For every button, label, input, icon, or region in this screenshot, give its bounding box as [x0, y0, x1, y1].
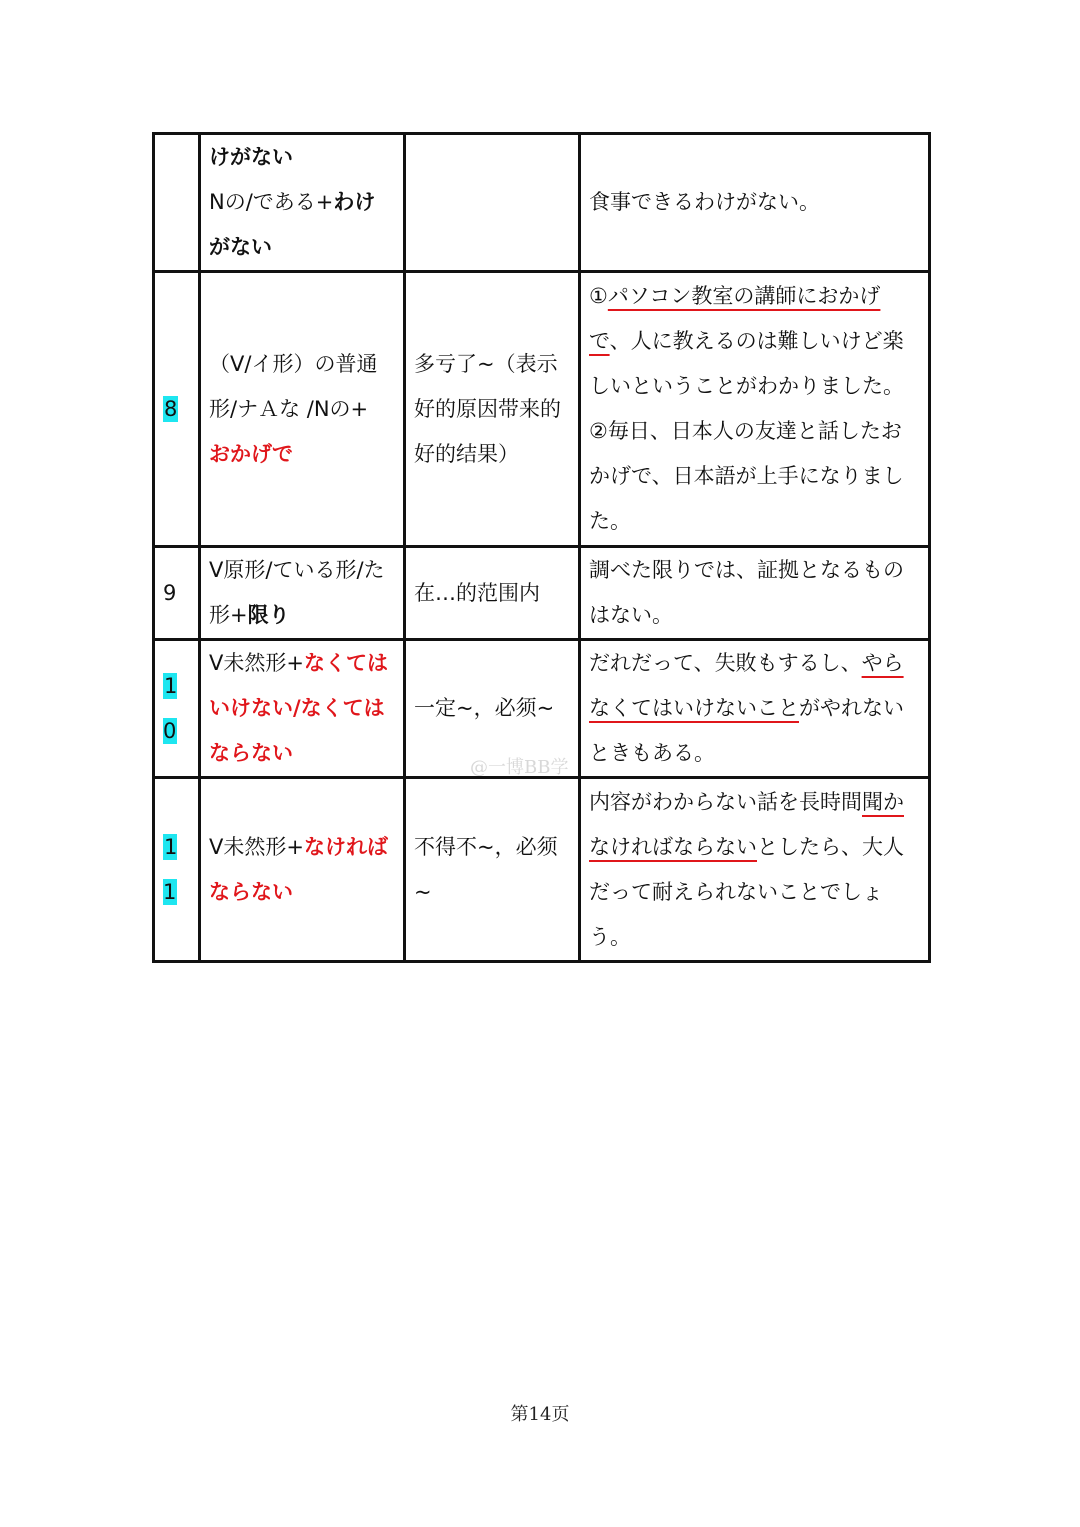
example-text: ① — [589, 284, 608, 308]
row-number — [154, 134, 200, 272]
meaning-cell — [405, 547, 580, 640]
underlined-phrase: やらなくてはいけないこと — [589, 651, 904, 720]
underlined-phrase: パソコン教室の講師におかげで — [589, 284, 881, 353]
grammar-pattern — [200, 134, 405, 272]
grammar-pattern — [200, 778, 405, 962]
page-number: 第14页 — [510, 1404, 570, 1425]
pattern-text: V原形/ている形/た形+ — [209, 558, 385, 627]
pattern-text: V未然形+ — [209, 834, 304, 859]
meaning-text: 多亏了~（表示好的原因带来的好的结果） — [414, 351, 561, 466]
table-row — [154, 134, 930, 272]
table-row — [154, 547, 930, 640]
example-text: 、人に教えるのは難しいけど楽しいということがわかりました。 — [589, 329, 904, 398]
example-text: 食事できるわけがない。 — [589, 190, 820, 214]
number-highlight: 11 — [163, 834, 178, 904]
example-cell — [580, 547, 930, 640]
grammar-pattern — [200, 640, 405, 778]
example-text: がやれないときもある。 — [589, 696, 904, 765]
pattern-keyword: なければならない — [209, 834, 388, 904]
meaning-cell — [405, 134, 580, 272]
meaning-text: 在…的范围内 — [414, 580, 540, 605]
example-text: 内容がわからない話を長時間 — [589, 789, 862, 814]
example-text: としたら、大人だって耐えられないことでしょう。 — [589, 834, 904, 949]
row-number — [154, 272, 200, 547]
watermark: @一博BB学 — [470, 757, 569, 778]
example-cell — [580, 778, 930, 962]
grammar-table — [152, 132, 931, 963]
pattern-keyword: 限り — [247, 603, 290, 627]
row-number — [154, 778, 200, 962]
pattern-keyword: おかげで — [209, 441, 293, 466]
row-number — [154, 640, 200, 778]
table-row — [154, 272, 930, 547]
example-cell — [580, 272, 930, 547]
number-highlight: 10 — [163, 673, 178, 743]
pattern-text: Nの/である+ — [209, 190, 334, 214]
grammar-pattern — [200, 272, 405, 547]
table-row — [154, 778, 930, 962]
example-cell — [580, 640, 930, 778]
example-cell — [580, 134, 930, 272]
meaning-cell — [405, 778, 580, 962]
number-highlight: 8 — [164, 396, 178, 421]
example-text: 調べた限りでは、証拠となるものはない。 — [589, 558, 904, 627]
example-text: ②毎日、日本人の友達と話したおかげで、日本語が上手になりました。 — [589, 419, 904, 533]
pattern-text: （V/イ形）の普通形/ナＡな /Nの+ — [209, 351, 378, 421]
pattern-text: V未然形+ — [209, 651, 304, 675]
example-text: だれだって、失敗もするし、 — [589, 651, 862, 675]
meaning-text: 一定~，必须~ — [414, 696, 555, 720]
pattern-keyword: わけがない — [209, 190, 376, 259]
grammar-pattern — [200, 547, 405, 640]
meaning-text: 不得不~，必须~ — [414, 834, 558, 904]
pattern-keyword: なくてはいけない/なくてはならない — [209, 651, 388, 765]
meaning-cell — [405, 272, 580, 547]
pattern-text-bold: けがない — [209, 145, 293, 169]
row-number: 9 — [154, 547, 200, 640]
underlined-phrase: 聞かなければならない — [589, 789, 904, 859]
